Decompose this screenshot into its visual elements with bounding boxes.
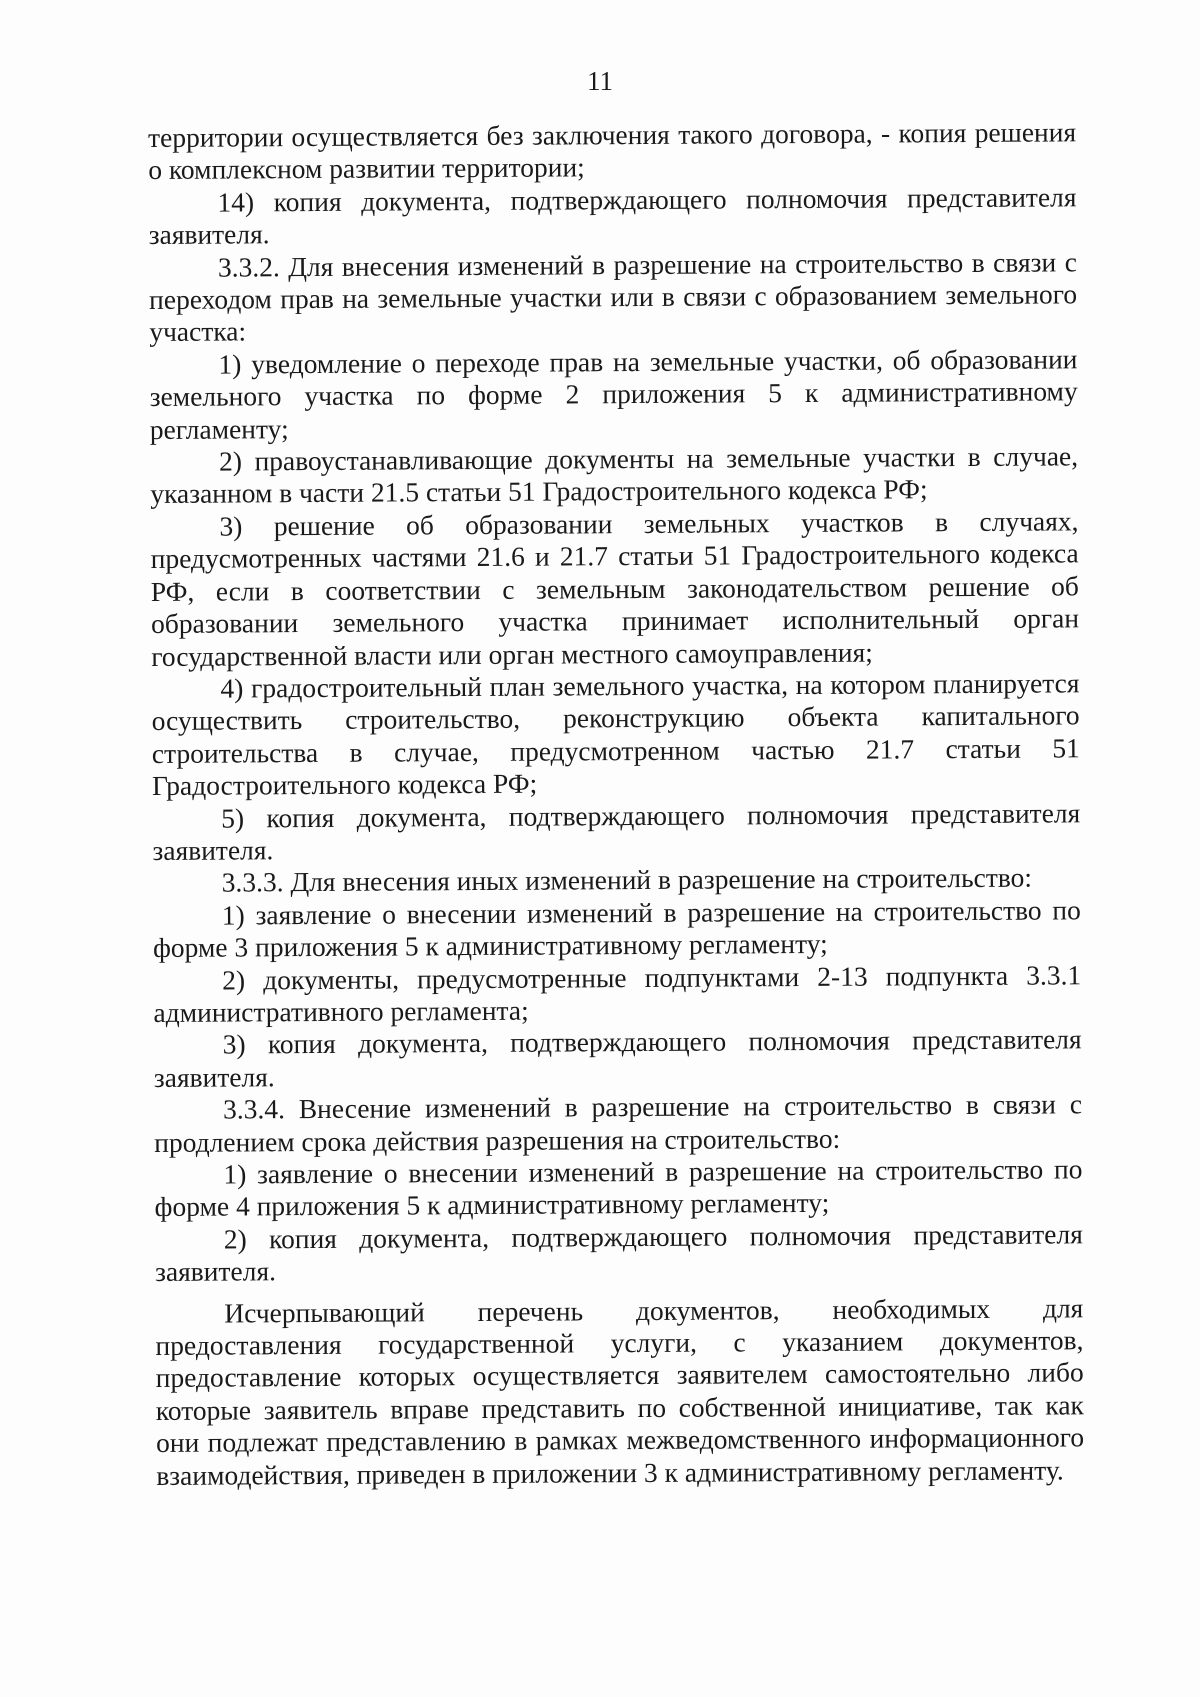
paragraph-continuation: территории осуществляется без заключения такого договора, - копия решения о комплексном развитии территории; (148, 116, 1077, 186)
section-3-3-3: 3.3.3. Для внесения иных изменений в разрешение на строительство: (221, 861, 1033, 898)
document-body (148, 116, 1084, 1492)
closing-paragraph: Исчерпывающий перечень документов, необходимых для предоставления государственной услуги, с указанием документов, предоставление которых осуществляется заявителем самостоятельно либо которые заявитель вправе представить по собственной инициативе, так как они подлежат представлению в рамках межведомственного информационного взаимодействия, приведен в приложении 3 к административному регламенту. (155, 1291, 1085, 1491)
list-item: 1) уведомление о переходе прав на земельные участки, об образовании земельного участка по форме 2 приложения 5 к административному регламенту; (149, 343, 1078, 445)
list-item: 5) копия документа, подтверждающего полномочия представителя заявителя. (152, 796, 1081, 866)
list-item: 3) копия документа, подтверждающего полномочия представителя заявителя. (153, 1023, 1082, 1093)
section-3-3-2: 3.3.2. Для внесения изменений в разрешение на строительство в связи с переходом прав на земельные участки или в связи с образованием земельного участка: (148, 245, 1078, 348)
list-item: 3) решение об образовании земельных участков в случаях, предусмотренных частями 21.6 и 21.7 статьи 51 Градостроительного кодекса РФ, если в соответствии с земельным законодательством решение об образовании земельного участка принимает исполнительный орган государственной власти или орган местного самоуправления; (150, 505, 1080, 672)
list-item-14: 14) копия документа, подтверждающего полномочия представителя заявителя. (148, 181, 1077, 251)
section-3-3-4: 3.3.4. Внесение изменений в разрешение на строительство в связи с продлением срока действия разрешения на строительство: (154, 1088, 1083, 1158)
list-item: 1) заявление о внесении изменений в разрешение на строительство по форме 4 приложения 5 к административному регламенту; (154, 1153, 1083, 1223)
list-item: 2) копия документа, подтверждающего полномочия представителя заявителя. (154, 1218, 1083, 1288)
list-item: 2) документы, предусмотренные подпунктами 2-13 подпункта 3.3.1 административного регламента; (153, 958, 1082, 1028)
list-item: 2) правоустанавливающие документы на земельные участки в случае, указанном в части 21.5 статьи 51 Градостроительного кодекса РФ; (150, 440, 1079, 510)
list-item: 4) градостроительный план земельного участка, на котором планируется осуществить строительство, реконструкцию объекта капитального строительства в случае, предусмотренном частью 21.7 статьи 51 Градостроительного кодекса РФ; (151, 667, 1080, 802)
page-number: 11 (587, 66, 613, 96)
list-item: 1) заявление о внесении изменений в разрешение на строительство по форме 3 приложения 5 к административному регламенту; (152, 894, 1081, 964)
